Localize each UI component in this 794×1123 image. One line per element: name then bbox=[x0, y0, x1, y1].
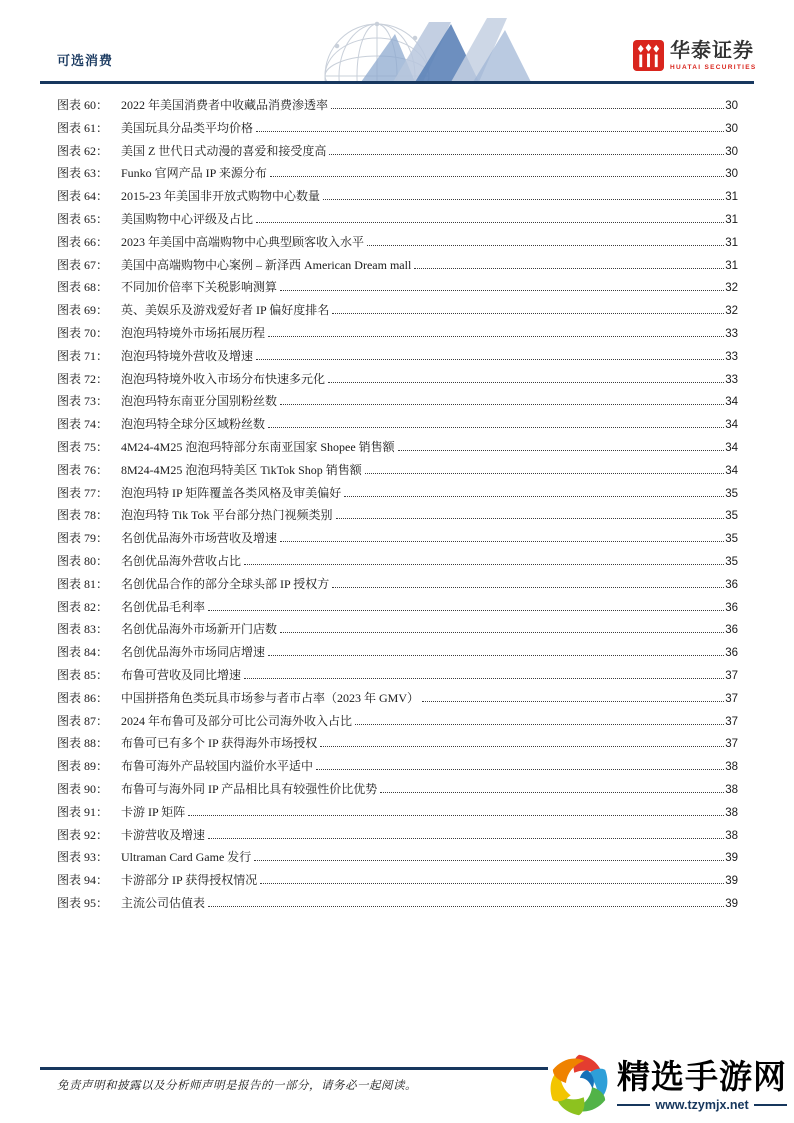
toc-entry-page: 31 bbox=[725, 213, 738, 226]
toc-entry-label: 图表 74： bbox=[57, 417, 109, 432]
toc-entry-title: 泡泡玛特 Tik Tok 平台部分热门视频类别 bbox=[121, 508, 333, 523]
dot-leader bbox=[268, 642, 724, 656]
toc-entry-page: 37 bbox=[725, 692, 738, 705]
dot-leader bbox=[280, 528, 724, 542]
dot-leader bbox=[380, 779, 724, 793]
toc-entry-title: 名创优品海外市场同店增速 bbox=[121, 645, 266, 660]
toc-entry-page: 36 bbox=[725, 601, 738, 614]
toc-entry[interactable] bbox=[57, 550, 738, 573]
dot-leader bbox=[331, 95, 724, 109]
toc-entry[interactable] bbox=[57, 162, 738, 185]
dot-leader bbox=[280, 277, 724, 291]
dot-leader bbox=[344, 483, 724, 497]
dot-leader bbox=[270, 163, 724, 177]
toc-entry-title: 2024 年布鲁可及部分可比公司海外收入占比 bbox=[121, 713, 353, 728]
toc-entry-page: 37 bbox=[725, 669, 738, 682]
dot-leader bbox=[323, 186, 724, 200]
dot-leader bbox=[329, 141, 724, 155]
toc-entry-page: 39 bbox=[725, 897, 738, 910]
toc-entry-page: 38 bbox=[725, 829, 738, 842]
toc-entry-page: 33 bbox=[725, 373, 738, 386]
toc-entry-title: 主流公司估值表 bbox=[121, 895, 206, 910]
toc-entry[interactable] bbox=[57, 732, 738, 755]
toc-entry-page: 30 bbox=[725, 168, 738, 181]
dot-leader bbox=[256, 118, 724, 132]
toc-entry[interactable] bbox=[57, 778, 738, 801]
toc-entry-title: 4M24-4M25 泡泡玛特部分东南亚国家 Shopee 销售额 bbox=[121, 439, 395, 454]
brand-name-en: HUATAI SECURITIES bbox=[670, 64, 757, 71]
toc-entry-page: 38 bbox=[725, 806, 738, 819]
toc-entry[interactable] bbox=[57, 322, 738, 345]
toc-entry-page: 38 bbox=[725, 783, 738, 796]
toc-entry-label: 图表 69： bbox=[57, 303, 109, 318]
dot-leader bbox=[244, 551, 724, 565]
toc-entry-title: 布鲁可营收及同比增速 bbox=[121, 667, 242, 682]
toc-entry-title: 中国拼搭角色类玩具市场参与者市占率（2023 年 GMV） bbox=[121, 690, 420, 705]
toc-entry-page: 31 bbox=[725, 236, 738, 249]
toc-entry-page: 38 bbox=[725, 761, 738, 774]
toc-entry-page: 39 bbox=[725, 875, 738, 888]
toc-entry-label: 图表 65： bbox=[57, 211, 109, 226]
dot-leader bbox=[355, 711, 724, 725]
watermark-site-name: 精选手游网 bbox=[617, 1058, 787, 1095]
toc-entry-label: 图表 67： bbox=[57, 257, 109, 272]
toc-entry-label: 图表 87： bbox=[57, 713, 109, 728]
toc-entry-title: 美国玩具分品类平均价格 bbox=[121, 120, 254, 135]
toc-entry[interactable] bbox=[57, 504, 738, 527]
toc-entry-page: 36 bbox=[725, 624, 738, 637]
globe-graphic bbox=[265, 14, 565, 82]
toc-entry-title: 卡游 IP 矩阵 bbox=[121, 804, 186, 819]
toc-entry-label: 图表 90： bbox=[57, 781, 109, 796]
toc-entry-page: 39 bbox=[725, 852, 738, 865]
toc-entry-title: 布鲁可已有多个 IP 获得海外市场授权 bbox=[121, 736, 318, 751]
dot-leader bbox=[316, 756, 724, 770]
watermark bbox=[545, 1050, 790, 1120]
toc-entry[interactable] bbox=[57, 824, 738, 847]
toc-entry-label: 图表 81： bbox=[57, 576, 109, 591]
toc-entry-page: 35 bbox=[725, 487, 738, 500]
huatai-logo-icon bbox=[633, 40, 664, 71]
dot-leader bbox=[254, 847, 724, 861]
toc-entry[interactable] bbox=[57, 801, 738, 824]
dot-leader bbox=[256, 209, 724, 223]
toc-entry[interactable] bbox=[57, 573, 738, 596]
toc-entry-page: 31 bbox=[725, 259, 738, 272]
dot-leader bbox=[208, 825, 724, 839]
toc-entry-page: 37 bbox=[725, 715, 738, 728]
toc-entry-label: 图表 91： bbox=[57, 804, 109, 819]
footer-divider bbox=[40, 1067, 548, 1070]
toc-entry[interactable] bbox=[57, 618, 738, 641]
toc-entry-title: 泡泡玛特境外营收及增速 bbox=[121, 348, 254, 363]
toc-entry-title: 泡泡玛特境外收入市场分布快速多元化 bbox=[121, 371, 326, 386]
pinwheel-logo-icon bbox=[545, 1051, 613, 1119]
dot-leader bbox=[244, 665, 724, 679]
toc-entry-label: 图表 88： bbox=[57, 736, 109, 751]
toc-entry-title: 布鲁可海外产品较国内溢价水平适中 bbox=[121, 759, 314, 774]
dot-leader bbox=[398, 437, 725, 451]
toc-entry[interactable] bbox=[57, 117, 738, 140]
toc-entry-label: 图表 60： bbox=[57, 98, 109, 112]
toc-entry-page: 36 bbox=[725, 578, 738, 591]
toc-entry-label: 图表 83： bbox=[57, 622, 109, 637]
toc-entry-page: 31 bbox=[725, 191, 738, 204]
toc-entry-label: 图表 70： bbox=[57, 325, 109, 340]
toc-entry-label: 图表 61： bbox=[57, 120, 109, 135]
toc-entry-title: 2022 年美国消费者中收藏品消费渗透率 bbox=[121, 98, 329, 112]
toc-entry-title: Funko 官网产品 IP 来源分布 bbox=[121, 166, 267, 181]
dot-leader bbox=[422, 688, 724, 702]
toc-entry-label: 图表 94： bbox=[57, 873, 109, 888]
toc-entry-page: 35 bbox=[725, 510, 738, 523]
toc-entry-label: 图表 66： bbox=[57, 234, 109, 249]
toc-entry[interactable] bbox=[57, 527, 738, 550]
toc-entry[interactable] bbox=[57, 892, 738, 915]
toc-entry-page: 30 bbox=[725, 145, 738, 158]
toc-entry-title: 不同加价倍率下关税影响测算 bbox=[121, 280, 278, 295]
dot-leader bbox=[332, 574, 724, 588]
toc-entry-page: 34 bbox=[725, 419, 738, 432]
dot-leader bbox=[268, 323, 724, 337]
toc-entry-title: 泡泡玛特境外市场拓展历程 bbox=[121, 325, 266, 340]
toc-entry-label: 图表 64： bbox=[57, 189, 109, 204]
toc-entry[interactable] bbox=[57, 641, 738, 664]
toc-entry-label: 图表 86： bbox=[57, 690, 109, 705]
toc-entry[interactable] bbox=[57, 390, 738, 413]
toc-entry-title: 泡泡玛特全球分区域粉丝数 bbox=[121, 417, 266, 432]
toc-entry-label: 图表 72： bbox=[57, 371, 109, 386]
dot-leader bbox=[280, 391, 724, 405]
toc-entry-title: 2015-23 年美国非开放式购物中心数量 bbox=[121, 189, 320, 204]
toc-entry[interactable] bbox=[57, 368, 738, 391]
toc-entry-title: 名创优品海外市场新开门店数 bbox=[121, 622, 278, 637]
dot-leader bbox=[208, 893, 724, 907]
toc-entry-page: 33 bbox=[725, 350, 738, 363]
toc-entry[interactable] bbox=[57, 185, 738, 208]
toc-entry-label: 图表 68： bbox=[57, 280, 109, 295]
toc-entry-label: 图表 79： bbox=[57, 531, 109, 546]
toc-entry[interactable] bbox=[57, 345, 738, 368]
dot-leader bbox=[256, 346, 724, 360]
toc-entry-title: 2023 年美国中高端购物中心典型顾客收入水平 bbox=[121, 234, 365, 249]
globe-wireframe-icon bbox=[265, 14, 565, 82]
huatai-brand bbox=[633, 40, 757, 71]
toc-entry[interactable] bbox=[57, 846, 738, 869]
toc-entry-page: 32 bbox=[725, 305, 738, 318]
toc-entry[interactable] bbox=[57, 208, 738, 231]
toc-entry-label: 图表 76： bbox=[57, 462, 109, 477]
toc-entry[interactable] bbox=[57, 687, 738, 710]
toc-entry-label: 图表 78： bbox=[57, 508, 109, 523]
toc-entry-title: 卡游营收及增速 bbox=[121, 827, 206, 842]
toc-entry-page: 35 bbox=[725, 555, 738, 568]
toc-entry-page: 33 bbox=[725, 327, 738, 340]
toc-entry-label: 图表 80： bbox=[57, 553, 109, 568]
dot-leader bbox=[320, 733, 724, 747]
toc-entry-label: 图表 89： bbox=[57, 759, 109, 774]
toc-entry[interactable] bbox=[57, 755, 738, 778]
toc-entry-title: 名创优品毛利率 bbox=[121, 599, 206, 614]
toc-entry[interactable] bbox=[57, 664, 738, 687]
toc-entry-title: 泡泡玛特 IP 矩阵覆盖各类风格及审美偏好 bbox=[121, 485, 342, 500]
toc-entry-title: 名创优品合作的部分全球头部 IP 授权方 bbox=[121, 576, 330, 591]
watermark-url: www.tzymjx.net bbox=[655, 1098, 749, 1112]
toc-entry-title: 卡游部分 IP 获得授权情况 bbox=[121, 873, 258, 888]
toc-entry-title: 泡泡玛特东南亚分国别粉丝数 bbox=[121, 394, 278, 409]
toc-entry-label: 图表 63： bbox=[57, 166, 109, 181]
toc-entry[interactable] bbox=[57, 299, 738, 322]
watermark-dash-right bbox=[754, 1104, 787, 1107]
toc-entry-label: 图表 95： bbox=[57, 895, 109, 910]
toc-entry-label: 图表 75： bbox=[57, 439, 109, 454]
dot-leader bbox=[260, 870, 724, 884]
toc-entry-title: 美国中高端购物中心案例 – 新泽西 American Dream mall bbox=[121, 257, 412, 272]
toc-entry-title: 美国 Z 世代日式动漫的喜爱和接受度高 bbox=[121, 143, 327, 158]
toc-entry[interactable] bbox=[57, 596, 738, 619]
dot-leader bbox=[332, 300, 724, 314]
toc-entry[interactable] bbox=[57, 413, 738, 436]
header-divider bbox=[40, 81, 754, 84]
footer-disclaimer: 免责声明和披露以及分析师声明是报告的一部分，请务必一起阅读。 bbox=[57, 1080, 417, 1092]
toc-entry-label: 图表 85： bbox=[57, 667, 109, 682]
toc-entry-page: 36 bbox=[725, 647, 738, 660]
dot-leader bbox=[365, 460, 724, 474]
toc-entry-title: 8M24-4M25 泡泡玛特美区 TikTok Shop 销售额 bbox=[121, 462, 362, 477]
toc-entry-label: 图表 92： bbox=[57, 827, 109, 842]
toc-entry-page: 30 bbox=[725, 100, 738, 112]
dot-leader bbox=[280, 619, 724, 633]
toc-entry[interactable] bbox=[57, 94, 738, 117]
toc-entry[interactable] bbox=[57, 140, 738, 163]
toc-entry-label: 图表 77： bbox=[57, 485, 109, 500]
toc-entry-title: 布鲁可与海外同 IP 产品相比具有较强性价比优势 bbox=[121, 781, 378, 796]
toc-entry-page: 37 bbox=[725, 738, 738, 751]
report-category: 可选消费 bbox=[57, 53, 114, 68]
toc-entry[interactable] bbox=[57, 869, 738, 892]
toc-entry-page: 30 bbox=[725, 122, 738, 135]
toc-entry[interactable] bbox=[57, 254, 738, 277]
toc-entry-page: 34 bbox=[725, 396, 738, 409]
toc-entry-page: 32 bbox=[725, 282, 738, 295]
dot-leader bbox=[268, 414, 724, 428]
toc-entry[interactable] bbox=[57, 231, 738, 254]
toc-entry-label: 图表 62： bbox=[57, 143, 109, 158]
dot-leader bbox=[208, 597, 724, 611]
toc-entry-label: 图表 82： bbox=[57, 599, 109, 614]
toc-entry-page: 35 bbox=[725, 533, 738, 546]
toc-entry[interactable] bbox=[57, 459, 738, 482]
watermark-dash-left bbox=[617, 1104, 650, 1107]
toc-entry-title: 英、美娱乐及游戏爱好者 IP 偏好度排名 bbox=[121, 303, 330, 318]
toc-entry-label: 图表 84： bbox=[57, 645, 109, 660]
toc-entry[interactable] bbox=[57, 436, 738, 459]
toc-entry-page: 34 bbox=[725, 441, 738, 454]
toc-entry[interactable] bbox=[57, 482, 738, 505]
dot-leader bbox=[336, 505, 725, 519]
toc-entry-title: 名创优品海外市场营收及增速 bbox=[121, 531, 278, 546]
toc-entry[interactable] bbox=[57, 710, 738, 733]
toc-entry-title: 名创优品海外营收占比 bbox=[121, 553, 242, 568]
toc-list bbox=[57, 94, 738, 915]
toc-entry-page: 34 bbox=[725, 464, 738, 477]
toc-entry-label: 图表 73： bbox=[57, 394, 109, 409]
toc-entry-label: 图表 93： bbox=[57, 850, 109, 865]
dot-leader bbox=[328, 369, 724, 383]
toc-entry-label: 图表 71： bbox=[57, 348, 109, 363]
toc-entry[interactable] bbox=[57, 276, 738, 299]
dot-leader bbox=[188, 802, 724, 816]
dot-leader bbox=[414, 255, 724, 269]
toc-entry-title: Ultraman Card Game 发行 bbox=[121, 850, 252, 865]
brand-name-cn: 华泰证券 bbox=[670, 40, 754, 62]
dot-leader bbox=[367, 232, 724, 246]
toc-entry-title: 美国购物中心评级及占比 bbox=[121, 211, 254, 226]
